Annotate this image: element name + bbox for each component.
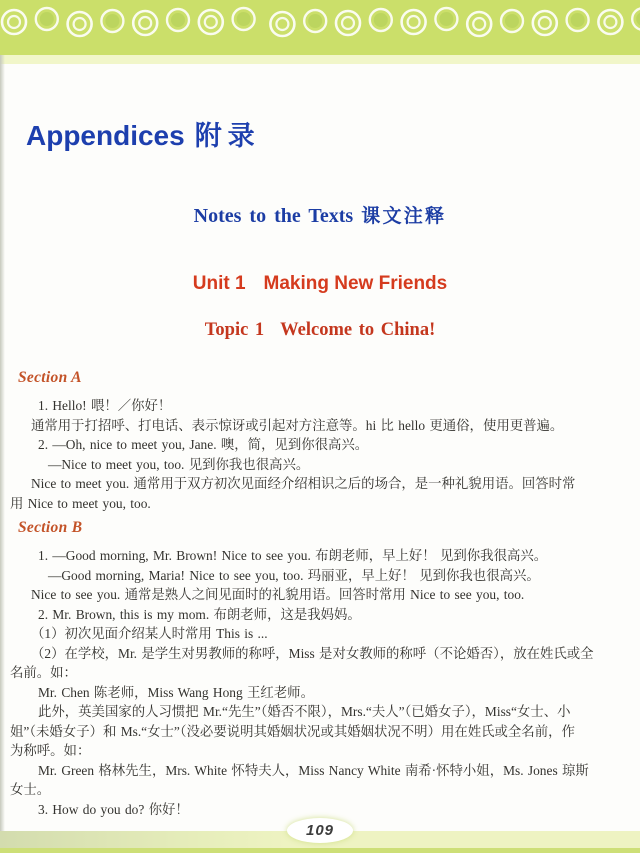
text-line: 女士。: [10, 782, 51, 797]
topic-heading: [0, 320, 640, 341]
page-number-oval: [287, 818, 353, 843]
unit-label: Unit 1: [192, 273, 246, 294]
text-line: （1）初次见面介绍某人时常用 This is ...: [31, 626, 268, 641]
section-block: [10, 518, 626, 819]
section-block: [10, 368, 626, 513]
text-line: 姐”（未婚女子）和 Ms.“女士”（没必要说明其婚姻状况或其婚姻状况不明）用在姓氏或全名前，作: [10, 723, 575, 739]
text-line: 通常用于打招呼、打电话、表示惊讶或引起对方注意等。hi 比 hello 更通俗，使用更普遍。: [31, 417, 564, 433]
page-left-edge: [0, 55, 5, 853]
text-line: Mr. Chen 陈老师，Miss Wang Hong 王红老师。: [38, 684, 314, 700]
page-title-en: Appendices: [26, 120, 185, 151]
text-line: 此外，英美国家的人习惯把 Mr.“先生”（婚否不限），Mrs.“夫人”（已婚女子），Miss“女士、小: [38, 704, 571, 719]
text-line: 2. —Oh, nice to meet you, Jane. 噢，简，见到你很高兴。: [38, 437, 369, 452]
unit-title: Making New Friends: [263, 273, 448, 294]
text-line: 为称呼。如：: [10, 743, 91, 758]
topic-label: Topic 1: [204, 320, 265, 340]
section-heading: Section B: [18, 519, 83, 536]
text-line: 1. —Good morning, Mr. Brown! Nice to see you. 布朗老师，早上好！ 见到你我很高兴。: [38, 548, 548, 563]
decorative-circles-band: [0, 0, 640, 55]
unit-heading: [0, 273, 640, 295]
text-line: 用 Nice to meet you, too.: [10, 495, 151, 511]
section-heading: Section A: [18, 369, 82, 386]
text-line: 2. Mr. Brown, this is my mom. 布朗老师，这是我妈妈。: [38, 606, 361, 622]
text-line: 1. Hello! 喂！／你好！: [38, 398, 172, 413]
text-line: —Good morning, Maria! Nice to see you, too. 玛丽亚，早上好！ 见到你我也很高兴。: [48, 567, 540, 583]
page-title-zh: 附录: [194, 121, 261, 151]
text-line: （2）在学校，Mr. 是学生对男教师的称呼，Miss 是对女教师的称呼（不论婚否），放在姓氏或全: [31, 645, 594, 661]
text-line: 名前。如：: [10, 665, 77, 680]
text-line: Mr. Green 格林先生，Mrs. White 怀特夫人，Miss Nancy White 南希·怀特小姐，Ms. Jones 琼斯: [38, 762, 589, 778]
section-lines: [10, 396, 626, 513]
text-line: —Nice to meet you, too. 见到你我也很高兴。: [48, 456, 310, 472]
text-line: 3. How do you do? 你好！: [38, 801, 189, 817]
topic-title: Welcome to China!: [280, 320, 436, 340]
notes-content: [10, 368, 626, 819]
band-top-strip: [0, 55, 640, 64]
text-line: Nice to see you. 通常是熟人之间见面时的礼貌用语。回答时常用 Nice to see you, too.: [31, 587, 525, 602]
page-title: [26, 114, 261, 153]
circle-pattern-icon: [0, 0, 640, 55]
page-number: 109: [305, 822, 335, 839]
text-line: Nice to meet you. 通常用于双方初次见面经介绍相识之后的场合，是一种礼貌用语。回答时常: [31, 476, 576, 491]
section-lines: [10, 546, 626, 819]
page-subtitle-en: Notes to the Texts: [193, 205, 354, 227]
page-subtitle: [0, 201, 640, 228]
page-subtitle-zh: 课文注释: [361, 206, 447, 227]
